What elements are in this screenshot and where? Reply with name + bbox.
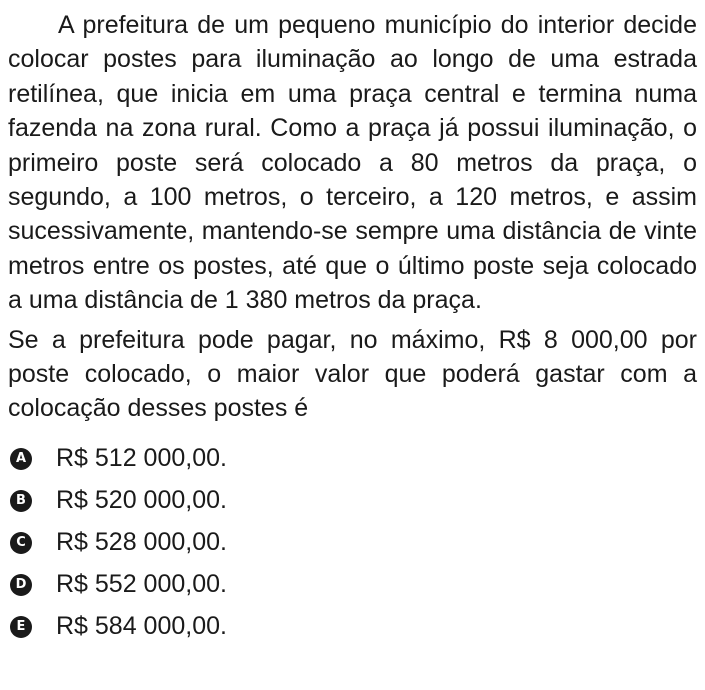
option-d-letter-badge: D	[10, 574, 32, 596]
option-b[interactable]	[8, 480, 697, 522]
question-statement: A prefeitura de um pequeno município do interior decide colocar postes para iluminação ao longo de uma estrada retilínea, que inicia em uma praça central e termina numa fazenda na zona rural. Como a praça já possui iluminação, o primeiro poste será colocado a 80 metros da praça, o segundo, a 100 metros, o terceiro, a 120 metros, e assim sucessivamente, mantendo-se sempre uma distância de vinte metros entre os postes, até que o último poste seja colocado a uma distância de 1 380 metros da praça.	[8, 11, 697, 315]
option-e[interactable]	[8, 606, 697, 648]
option-c-letter-badge: C	[10, 532, 32, 554]
option-d-text: R$ 552 000,00.	[56, 570, 227, 599]
option-b-text: R$ 520 000,00.	[56, 486, 227, 515]
question	[8, 8, 697, 648]
option-c-text: R$ 528 000,00.	[56, 528, 227, 557]
option-d[interactable]	[8, 564, 697, 606]
question-prompt: Se a prefeitura pode pagar, no máximo, R$ 8 000,00 por poste colocado, o maior valor que poderá gastar com a colocação desses postes é	[8, 325, 697, 423]
option-a[interactable]	[8, 438, 697, 480]
answer-options	[8, 438, 697, 648]
option-a-letter-badge: A	[10, 448, 32, 470]
option-b-letter-badge: B	[10, 490, 32, 512]
option-e-text: R$ 584 000,00.	[56, 612, 227, 641]
option-e-letter-badge: E	[10, 616, 32, 638]
option-c[interactable]	[8, 522, 697, 564]
option-a-text: R$ 512 000,00.	[56, 444, 227, 473]
